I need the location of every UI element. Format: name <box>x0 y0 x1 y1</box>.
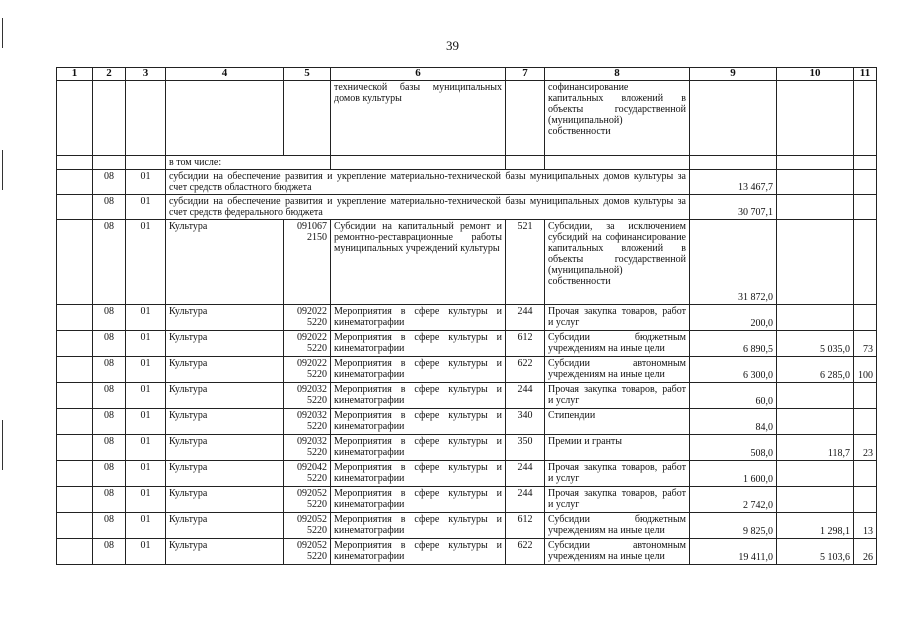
target-article-code-line: 092052 <box>297 514 327 525</box>
expense-type-name: Прочая закупка товаров, работ и услуг <box>545 461 690 487</box>
executed-amount: 6 285,0 <box>777 357 854 383</box>
target-article-code-line: 092022 <box>297 306 327 317</box>
col-header: 1 <box>57 68 93 81</box>
col-header: 5 <box>284 68 331 81</box>
target-article-code <box>284 331 331 357</box>
target-article-code-line: 092052 <box>297 488 327 499</box>
target-article-code-line: 5220 <box>307 447 327 458</box>
blank-cell <box>57 409 93 435</box>
execution-percent: 13 <box>854 513 877 539</box>
expense-description: Мероприятия в сфере культуры и кинематографии <box>331 357 506 383</box>
section-name: Культура <box>166 539 284 565</box>
continuation-expense-type: софинансирование капитальных вложений в объекты государственной (муниципальной) собственности <box>545 81 690 156</box>
target-article-code <box>284 461 331 487</box>
section-name: Культура <box>166 513 284 539</box>
table-row <box>57 539 877 565</box>
table-row <box>57 461 877 487</box>
blank-cell <box>57 331 93 357</box>
col-header: 4 <box>166 68 284 81</box>
expense-description: Мероприятия в сфере культуры и кинематографии <box>331 461 506 487</box>
planned-amount: 30 707,1 <box>690 195 777 220</box>
planned-amount: 200,0 <box>690 305 777 331</box>
target-article-code-line: 5220 <box>307 499 327 510</box>
execution-percent <box>854 305 877 331</box>
target-article-code-line: 5220 <box>307 317 327 328</box>
section-code: 08 <box>93 170 126 195</box>
expense-type-code: 521 <box>506 220 545 305</box>
expense-type-code: 244 <box>506 461 545 487</box>
executed-amount: 5 035,0 <box>777 331 854 357</box>
section-code: 08 <box>93 487 126 513</box>
expense-description: Мероприятия в сфере культуры и кинематографии <box>331 383 506 409</box>
expense-description: Мероприятия в сфере культуры и кинематографии <box>331 409 506 435</box>
expense-description: Субсидии на капитальный ремонт и ремонтно-реставрационные работы муниципальных учреждений культуры <box>331 220 506 305</box>
planned-amount: 6 300,0 <box>690 357 777 383</box>
execution-percent: 23 <box>854 435 877 461</box>
expense-type-name: Субсидии бюджетным учреждениям на иные цели <box>545 513 690 539</box>
expense-type-name: Стипендии <box>545 409 690 435</box>
blank-cell <box>57 357 93 383</box>
section-name: Культура <box>166 305 284 331</box>
section-name: Культура <box>166 383 284 409</box>
section-name: Культура <box>166 435 284 461</box>
target-article-code-line: 092022 <box>297 332 327 343</box>
section-code: 08 <box>93 357 126 383</box>
section-name: Культура <box>166 461 284 487</box>
target-article-code <box>284 305 331 331</box>
expense-type-code: 244 <box>506 487 545 513</box>
target-article-code <box>284 435 331 461</box>
executed-amount <box>777 305 854 331</box>
expense-type-code: 612 <box>506 331 545 357</box>
section-name: Культура <box>166 357 284 383</box>
target-article-code <box>284 539 331 565</box>
executed-amount: 1 298,1 <box>777 513 854 539</box>
subsection-code: 01 <box>126 513 166 539</box>
section-name: Культура <box>166 487 284 513</box>
section-code: 08 <box>93 461 126 487</box>
target-article-code-line: 091067 <box>297 221 327 232</box>
planned-amount: 60,0 <box>690 383 777 409</box>
budget-table <box>56 67 877 565</box>
execution-percent: 100 <box>854 357 877 383</box>
table-row <box>57 357 877 383</box>
executed-amount: 118,7 <box>777 435 854 461</box>
target-article-code-line: 092042 <box>297 462 327 473</box>
col-header: 10 <box>777 68 854 81</box>
execution-percent <box>854 383 877 409</box>
planned-amount: 13 467,7 <box>690 170 777 195</box>
executed-amount <box>777 461 854 487</box>
table-row <box>57 409 877 435</box>
subsection-code: 01 <box>126 331 166 357</box>
target-article-code <box>284 487 331 513</box>
table-row <box>57 220 877 305</box>
subsidy-row <box>57 170 877 195</box>
target-article-code-line: 5220 <box>307 369 327 380</box>
executed-amount <box>777 487 854 513</box>
subsection-code: 01 <box>126 409 166 435</box>
planned-amount: 31 872,0 <box>690 220 777 305</box>
including-row <box>57 156 877 170</box>
subsection-code: 01 <box>126 435 166 461</box>
expense-type-code: 350 <box>506 435 545 461</box>
execution-percent <box>854 220 877 305</box>
subsection-code: 01 <box>126 220 166 305</box>
expense-type-code: 612 <box>506 513 545 539</box>
col-header: 3 <box>126 68 166 81</box>
planned-amount: 1 600,0 <box>690 461 777 487</box>
blank-cell <box>57 435 93 461</box>
section-code: 08 <box>93 220 126 305</box>
executed-amount <box>777 409 854 435</box>
expense-type-code: 340 <box>506 409 545 435</box>
header-row <box>57 68 877 81</box>
expense-type-name: Прочая закупка товаров, работ и услуг <box>545 383 690 409</box>
col-header: 6 <box>331 68 506 81</box>
section-code: 08 <box>93 435 126 461</box>
page-number: 39 <box>446 38 459 53</box>
executed-amount <box>777 220 854 305</box>
continuation-row <box>57 81 877 156</box>
table-row <box>57 435 877 461</box>
expense-type-code: 244 <box>506 383 545 409</box>
section-code: 08 <box>93 331 126 357</box>
target-article-code <box>284 357 331 383</box>
expense-type-name: Прочая закупка товаров, работ и услуг <box>545 487 690 513</box>
col-header: 11 <box>854 68 877 81</box>
subsection-code: 01 <box>126 539 166 565</box>
blank-cell <box>57 461 93 487</box>
subsidy-description: субсидии на обеспечение развития и укрепление материально-технической базы муниципальных домов культуры за счет средств областного бюджета <box>166 170 690 195</box>
subsection-code: 01 <box>126 383 166 409</box>
target-article-code-line: 092022 <box>297 358 327 369</box>
expense-type-name: Субсидии автономным учреждениям на иные цели <box>545 357 690 383</box>
table-row <box>57 305 877 331</box>
execution-percent: 73 <box>854 331 877 357</box>
target-article-code-line: 5220 <box>307 551 327 562</box>
expense-type-code: 244 <box>506 305 545 331</box>
target-article-code <box>284 383 331 409</box>
executed-amount: 5 103,6 <box>777 539 854 565</box>
target-article-code-line: 5220 <box>307 473 327 484</box>
table-row <box>57 487 877 513</box>
target-article-code-line: 5220 <box>307 525 327 536</box>
executed-amount <box>777 383 854 409</box>
execution-percent <box>854 409 877 435</box>
target-article-code-line: 092032 <box>297 410 327 421</box>
planned-amount: 6 890,5 <box>690 331 777 357</box>
expense-description: Мероприятия в сфере культуры и кинематографии <box>331 305 506 331</box>
planned-amount: 2 742,0 <box>690 487 777 513</box>
target-article-code-line: 092052 <box>297 540 327 551</box>
scan-edge-mark <box>2 420 3 470</box>
expense-type-name: Премии и гранты <box>545 435 690 461</box>
continuation-description: технической базы муниципальных домов культуры <box>331 81 506 156</box>
section-code: 08 <box>93 305 126 331</box>
section-code: 08 <box>93 383 126 409</box>
table-row <box>57 331 877 357</box>
subsection-code: 01 <box>126 305 166 331</box>
blank-cell <box>57 383 93 409</box>
subsection-code: 01 <box>126 461 166 487</box>
expense-type-code: 622 <box>506 357 545 383</box>
section-code: 08 <box>93 513 126 539</box>
expense-type-name: Субсидии бюджетным учреждениям на иные цели <box>545 331 690 357</box>
blank-cell <box>57 513 93 539</box>
target-article-code-line: 092032 <box>297 384 327 395</box>
section-name: Культура <box>166 220 284 305</box>
expense-type-code: 622 <box>506 539 545 565</box>
expense-description: Мероприятия в сфере культуры и кинематографии <box>331 487 506 513</box>
expense-description: Мероприятия в сфере культуры и кинематографии <box>331 513 506 539</box>
col-header: 8 <box>545 68 690 81</box>
section-code: 08 <box>93 539 126 565</box>
subsidy-row <box>57 195 877 220</box>
blank-cell <box>57 539 93 565</box>
blank-cell <box>57 487 93 513</box>
section-code: 08 <box>93 409 126 435</box>
execution-percent <box>854 487 877 513</box>
execution-percent: 26 <box>854 539 877 565</box>
section-name: Культура <box>166 409 284 435</box>
section-code: 08 <box>93 195 126 220</box>
subsection-code: 01 <box>126 170 166 195</box>
expense-type-name: Прочая закупка товаров, работ и услуг <box>545 305 690 331</box>
col-header: 2 <box>93 68 126 81</box>
planned-amount: 508,0 <box>690 435 777 461</box>
expense-type-name: Субсидии автономным учреждениям на иные цели <box>545 539 690 565</box>
planned-amount: 84,0 <box>690 409 777 435</box>
table-row <box>57 383 877 409</box>
blank-cell <box>57 305 93 331</box>
subsection-code: 01 <box>126 487 166 513</box>
target-article-code-line: 5220 <box>307 421 327 432</box>
subsidy-description: субсидии на обеспечение развития и укрепление материально-технической базы муниципальных домов культуры за счет средств федерального бюджета <box>166 195 690 220</box>
scan-edge-mark <box>2 150 3 190</box>
planned-amount: 9 825,0 <box>690 513 777 539</box>
target-article-code <box>284 220 331 305</box>
subsection-code: 01 <box>126 357 166 383</box>
target-article-code-line: 5220 <box>307 343 327 354</box>
target-article-code <box>284 513 331 539</box>
target-article-code-line: 5220 <box>307 395 327 406</box>
planned-amount: 19 411,0 <box>690 539 777 565</box>
including-label: в том числе: <box>166 156 331 170</box>
expense-description: Мероприятия в сфере культуры и кинематографии <box>331 435 506 461</box>
col-header: 7 <box>506 68 545 81</box>
expense-description: Мероприятия в сфере культуры и кинематографии <box>331 539 506 565</box>
execution-percent <box>854 461 877 487</box>
subsection-code: 01 <box>126 195 166 220</box>
target-article-code-line: 2150 <box>307 232 327 243</box>
target-article-code-line: 092032 <box>297 436 327 447</box>
expense-type-name: Субсидии, за исключением субсидий на софинансирование капитальных вложений в объекты государственной (муниципальной) собственности <box>545 220 690 305</box>
expense-description: Мероприятия в сфере культуры и кинематографии <box>331 331 506 357</box>
section-name: Культура <box>166 331 284 357</box>
blank-cell <box>57 220 93 305</box>
target-article-code <box>284 409 331 435</box>
col-header: 9 <box>690 68 777 81</box>
table-row <box>57 513 877 539</box>
